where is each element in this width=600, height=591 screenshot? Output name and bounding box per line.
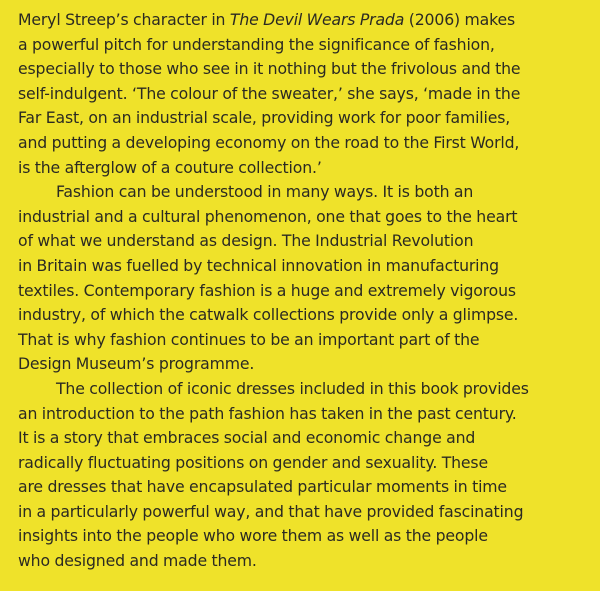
- paragraph-2: [18, 180, 590, 377]
- text-segment: (2006) makes: [404, 10, 516, 29]
- text-line: an introduction to the path fashion has taken in the past century.: [18, 403, 517, 423]
- text-line: especially to those who see in it nothing but the frivolous and the: [18, 59, 521, 79]
- text-line: Far East, on an industrial scale, providing work for poor families,: [18, 108, 511, 128]
- text-line: It is a story that embraces social and economic change and: [18, 428, 476, 448]
- text-line: in a particularly powerful way, and that have provided fascinating: [18, 501, 524, 521]
- text-line: textiles. Contemporary fashion is a huge and extremely vigorous: [18, 280, 516, 300]
- text-segment: Meryl Streep’s character in: [18, 10, 230, 29]
- text-line: a powerful pitch for understanding the significance of fashion,: [18, 34, 495, 54]
- text-line: of what we understand as design. The Industrial Revolution: [18, 231, 474, 251]
- text-line: radically fluctuating positions on gender and sexuality. These: [18, 452, 488, 472]
- text-line: self-indulgent. ‘The colour of the sweater,’ she says, ‘made in the: [18, 83, 521, 103]
- text-line: That is why fashion continues to be an important part of the: [18, 329, 480, 349]
- text-line: Fashion can be understood in many ways. It is both an: [56, 182, 474, 202]
- text-line: industry, of which the catwalk collections provide only a glimpse.: [18, 305, 519, 325]
- text-line: and putting a developing economy on the road to the First World,: [18, 132, 520, 152]
- paragraph-1: [18, 8, 590, 180]
- text-line: [18, 8, 590, 33]
- text-line: in Britain was fuelled by technical innovation in manufacturing: [18, 255, 499, 275]
- text-line: industrial and a cultural phenomenon, one that goes to the heart: [18, 206, 518, 226]
- text-line: are dresses that have encapsulated particular moments in time: [18, 477, 507, 497]
- text-line: insights into the people who wore them as well as the people: [18, 526, 488, 546]
- film-title: The Devil Wears Prada: [229, 10, 405, 29]
- paragraph-3: [18, 377, 590, 574]
- text-line: who designed and made them.: [18, 551, 257, 571]
- text-line: The collection of iconic dresses included in this book provides: [56, 378, 529, 398]
- text-line: is the afterglow of a couture collection.’: [18, 157, 322, 177]
- text-line: Design Museum’s programme.: [18, 354, 255, 374]
